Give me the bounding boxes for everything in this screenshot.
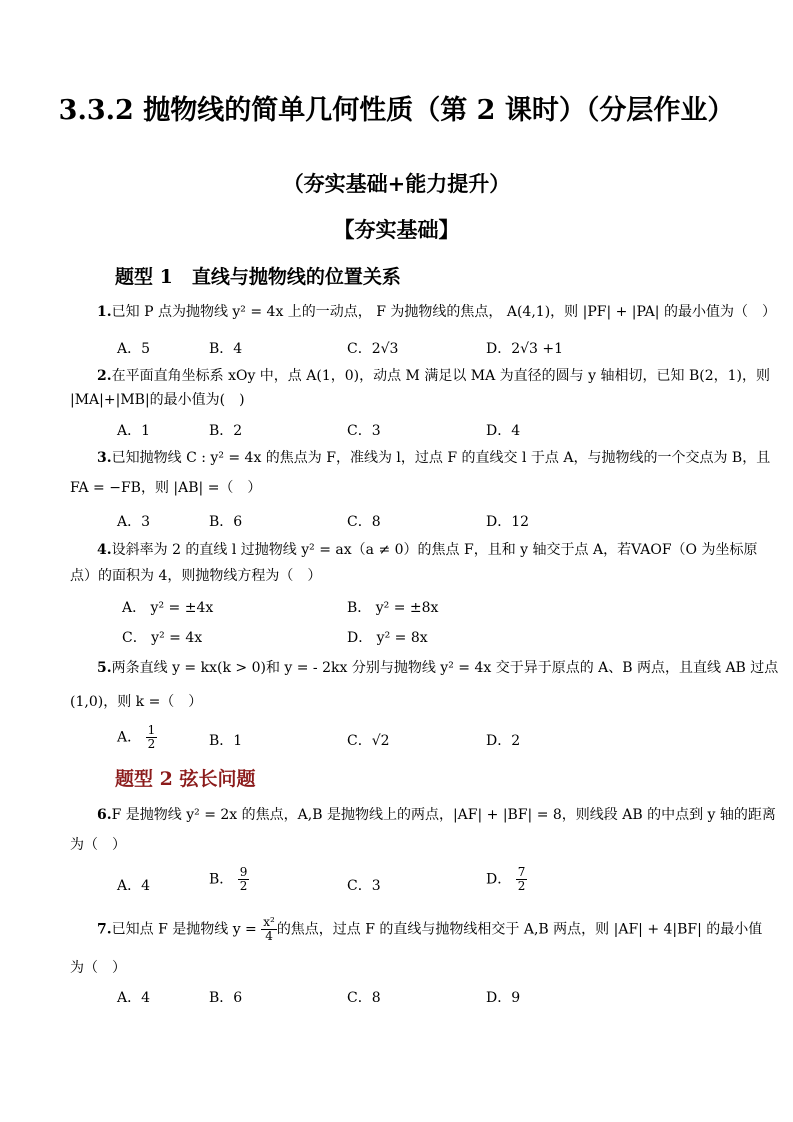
question-text: 已知点 F 是抛物线 y = <box>111 921 257 938</box>
question-4 <box>97 540 757 560</box>
option-c: C． y² = 4x <box>122 630 203 646</box>
option-c: C．3 <box>347 878 381 894</box>
option-d: D．12 <box>486 514 530 530</box>
fraction: $\frac{9}{2}$ <box>239 865 248 893</box>
page-title: 3.3.2 抛物线的简单几何性质（第 2 课时）（分层作业） <box>58 95 735 126</box>
option-d: D．9 <box>486 990 521 1006</box>
option-b: B．1 <box>209 733 243 749</box>
question-text: 设斜率为 2 的直线 l 过抛物线 y² = ax（a ≠ 0）的焦点 F，且和 y 轴交于点 A，若VAOF（O 为坐标原 <box>111 542 758 558</box>
option-c: C．2√3 <box>347 341 399 357</box>
question-6 <box>97 805 776 825</box>
section-heading: 【夯实基础】 <box>333 217 460 242</box>
option-d: D． y² = 8x <box>347 630 428 646</box>
option-a: A．4 <box>117 990 151 1006</box>
option-c: C．8 <box>347 990 381 1006</box>
question-number: 1. <box>97 304 112 320</box>
question-text: 的焦点，过点 F 的直线与抛物线相交于 A,B 两点，则 |AF| + 4|BF| 的最小值 <box>276 921 763 938</box>
question-type-1: 题型 1 直线与抛物线的位置关系 <box>115 266 401 288</box>
question-text: F 是抛物线 y² = 2x 的焦点，A,B 是抛物线上的两点，|AF| + |BF| = 8，则线段 AB 的中点到 y 轴的距离 <box>111 807 776 823</box>
question-2 <box>97 366 770 386</box>
question-text: 已知抛物线 C : y² = 4x 的焦点为 F，准线为 l，过点 F 的直线交 l 于点 A，与抛物线的一个交点为 B，且 <box>111 450 771 466</box>
question-text: 两条直线 y = kx(k > 0)和 y = - 2kx 分别与抛物线 y² = 4x 交于异于原点的 A、B 两点，且直线 AB 过点 <box>111 660 779 676</box>
question-number: 4. <box>97 542 112 558</box>
question-number: 6. <box>97 807 112 823</box>
option-b: B． y² = ±8x <box>347 600 439 616</box>
question-text-cont: FA = −FB，则 |AB| =（ ） <box>70 480 262 496</box>
option-d <box>486 866 527 893</box>
question-number: 5. <box>97 660 112 676</box>
fraction: $\frac{7}{2}$ <box>517 865 526 893</box>
option-d: D．2√3 +1 <box>486 341 564 357</box>
question-text: 已知 P 点为抛物线 y² = 4x 上的一动点， F 为抛物线的焦点， A(4,1)，则 |PF| + |PA| 的最小值为（ ） <box>111 304 776 320</box>
page-subtitle: （夯实基础+能力提升） <box>282 171 511 196</box>
option-label: D． <box>486 871 512 888</box>
option-a: A．4 <box>117 878 151 894</box>
option-b: B．2 <box>209 423 243 439</box>
option-c: C．3 <box>347 423 381 439</box>
question-text-cont: 点）的面积为 4，则抛物线方程为（ ） <box>70 568 322 584</box>
option-c: C．√2 <box>347 733 390 749</box>
option-label: A． <box>117 729 142 746</box>
option-b: B．6 <box>209 990 243 1006</box>
option-d: D．4 <box>486 423 521 439</box>
question-7 <box>97 916 762 943</box>
question-text-cont: 为（ ） <box>70 960 126 976</box>
fraction: $\frac{\text{x²}}{4}$ <box>263 915 275 943</box>
option-c: C．8 <box>347 514 381 530</box>
question-5 <box>97 658 778 678</box>
fraction: $\frac{1}{2}$ <box>147 723 156 751</box>
question-text-cont: (1,0)，则 k =（ ） <box>70 694 203 710</box>
option-label: B． <box>209 871 234 888</box>
option-a: A．5 <box>117 341 151 357</box>
question-number: 7. <box>97 921 112 938</box>
option-a: A．3 <box>117 514 151 530</box>
option-d: D．2 <box>486 733 521 749</box>
question-number: 3. <box>97 450 112 466</box>
question-3 <box>97 448 770 468</box>
option-a: A．1 <box>117 423 151 439</box>
question-1 <box>97 302 776 322</box>
option-b: B．6 <box>209 514 243 530</box>
question-text-cont: |MA|+|MB|的最小值为( ) <box>70 392 245 408</box>
option-b: B．4 <box>209 341 243 357</box>
question-text: 在平面直角坐标系 xOy 中，点 A(1，0)，动点 M 满足以 MA 为直径的圆与 y 轴相切，已知 B(2，1)，则 <box>111 368 770 384</box>
question-text-cont: 为（ ） <box>70 837 126 853</box>
question-number: 2. <box>97 368 112 384</box>
option-b <box>209 866 249 893</box>
option-a: A． y² = ±4x <box>122 600 214 616</box>
option-a <box>117 724 157 751</box>
question-type-2: 题型 2 弦长问题 <box>115 768 256 790</box>
